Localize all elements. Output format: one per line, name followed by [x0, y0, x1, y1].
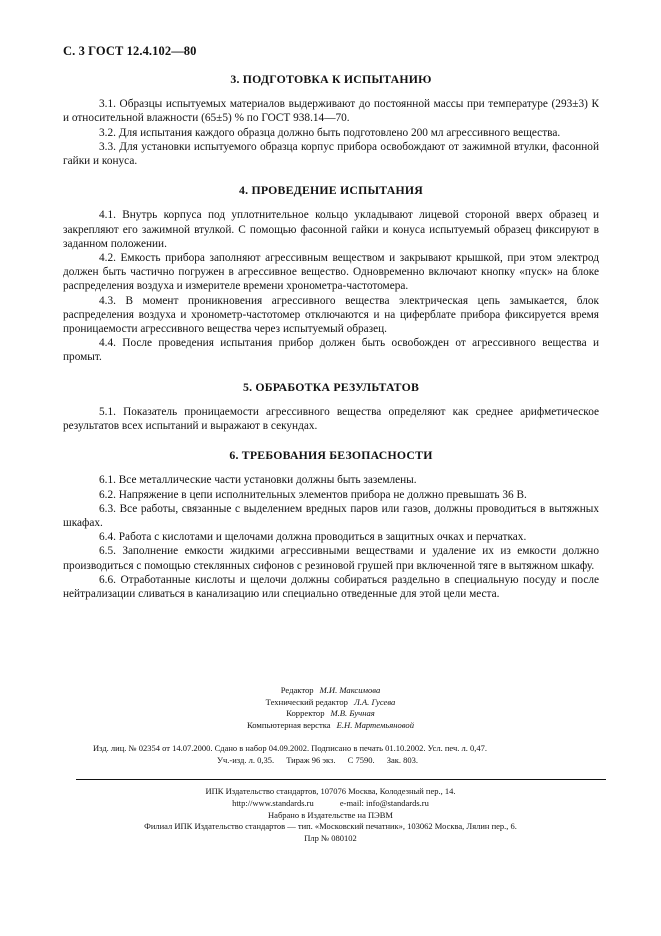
imprint-field: Тираж 96 экз.: [286, 754, 336, 765]
paragraph: 6.2. Напряжение в цепи исполнительных элементов прибора не должно превышать 36 В.: [99, 488, 527, 501]
paragraph: 6.4. Работа с кислотами и щелочами должна проводиться в защитных очках и перчатках.: [99, 531, 527, 544]
page-header: С. 3 ГОСТ 12.4.102—80: [63, 44, 197, 58]
paragraph: 3.2. Для испытания каждого образца должно быть подготовлено 200 мл агрессивного вещества.: [99, 126, 561, 139]
imprint-field: Уч.-изд. л. 0,35.: [217, 754, 275, 765]
imprint-block: [76, 743, 606, 766]
paragraph: 3.3. Для установки испытуемого образца корпус прибора освобождают от зажимной втулки, фасонной гайки и конуса.: [63, 140, 599, 168]
section-results: [63, 380, 599, 434]
publisher-line: ИПК Издательство стандартов, 107076 Москва, Колодезный пер., 14.: [205, 786, 456, 796]
credit-name: М.И. Максимова: [319, 685, 381, 695]
credit-role: Компьютерная верстка: [246, 719, 331, 730]
paragraph: 6.1. Все металлические части установки должны быть заземлены.: [99, 474, 417, 487]
credit-row: [0, 720, 661, 732]
credit-role: Технический редактор: [265, 696, 348, 707]
paragraph: 4.4. После проведения испытания прибор должен быть освобожден от агрессивного вещества и промыт.: [63, 337, 599, 364]
credit-name: М.В. Бучная: [330, 708, 375, 719]
divider-rule: [76, 779, 606, 780]
paragraph: 6.3. Все работы, связанные с выделением вредных паров или газов, должны проводиться в вытяжных шкафах.: [63, 502, 599, 530]
paragraph: 5.1. Показатель проницаемости агрессивного вещества определяют как среднее арифметическое результатов всех испытаний и выражают в секундах.: [63, 405, 599, 433]
credit-role: Корректор: [286, 708, 325, 719]
paragraph: 4.2. Емкость прибора заполняют агрессивным веществом и закрывают крышкой, при этом электрод должен быть частично погружен в агрессивное вещество. Одновременно включают кнопку «пуск» на блоке распределения воздуха и измерителе времени хронометра-частотомера.: [63, 252, 599, 293]
paragraph: 4.3. В момент проникновения агрессивного вещества электрическая цепь замыкается, блок распределения воздуха и хронометр-частотомер отключаются и на циферблате прибора фиксируется время проницаемости агрессивного вещества через испытуемый образец.: [63, 294, 599, 336]
credit-name: Л.А. Гусева: [353, 696, 396, 707]
section-title: 4. ПРОВЕДЕНИЕ ИСПЫТАНИЯ: [239, 183, 423, 198]
paragraph: 4.1. Внутрь корпуса под уплотнительное кольцо укладывают лицевой стороной вверх образец и закрепляют его зажимной втулкой. С помощью фасонной гайки и конуса испытуемый образец фиксируют в заданном положении.: [63, 209, 599, 250]
paragraph: 6.6. Отработанные кислоты и щелочи должны собираться раздельно в специальную посуду и после нейтрализации сливаться в канализацию или специально отведенные для этой цели места.: [63, 573, 599, 601]
section-safety: [63, 448, 599, 601]
publisher-line: Набрано в Издательстве на ПЭВМ: [268, 809, 393, 820]
publisher-line: Филиал ИПК Издательство стандартов — тип. «Московский печатник», 103062 Москва, Лялин пер., 6.: [144, 821, 517, 832]
credit-row: [0, 708, 661, 720]
imprint-line: Изд. лиц. № 02354 от 14.07.2000. Сдано в набор 04.09.2002. Подписано в печать 01.10.2002. Усл. печ. л. 0,47.: [93, 743, 488, 753]
publisher-line: Плр № 080102: [304, 833, 357, 844]
credit-row: [0, 697, 661, 709]
imprint-line: [76, 755, 606, 767]
section-title: 5. ОБРАБОТКА РЕЗУЛЬТАТОВ: [242, 379, 420, 394]
credit-name: Е.Н. Мартемьяновой: [336, 719, 415, 730]
section-testing: [63, 183, 599, 364]
credit-row: [0, 685, 661, 697]
section-title: 6. ТРЕБОВАНИЯ БЕЗОПАСНОСТИ: [229, 448, 433, 463]
section-title: 3. ПОДГОТОВКА К ИСПЫТАНИЮ: [230, 72, 432, 86]
document-body: [63, 72, 599, 616]
publisher-contacts: [0, 798, 661, 810]
credit-role: Редактор: [280, 685, 314, 695]
publisher-web: http://www.standards.ru: [232, 797, 314, 808]
publisher-block: [0, 786, 661, 845]
paragraph: 6.5. Заполнение емкости жидкими агрессивными веществами и удаление их из емкости должно производиться с помощью стеклянных сифонов с резиновой грушей при включенной тяге в вытяжном шкафу.: [63, 545, 599, 572]
credits-block: [0, 685, 661, 731]
paragraph: 3.1. Образцы испытуемых материалов выдерживают до постоянной массы при температуре (293±3) К и относительной влажности (65±5) % по ГОСТ 938.14—70.: [63, 98, 599, 125]
publisher-email: e-mail: info@standards.ru: [339, 797, 429, 808]
imprint-field: С 7590.: [347, 754, 375, 765]
imprint-field: Зак. 803.: [386, 754, 418, 765]
section-preparation: [63, 72, 599, 168]
